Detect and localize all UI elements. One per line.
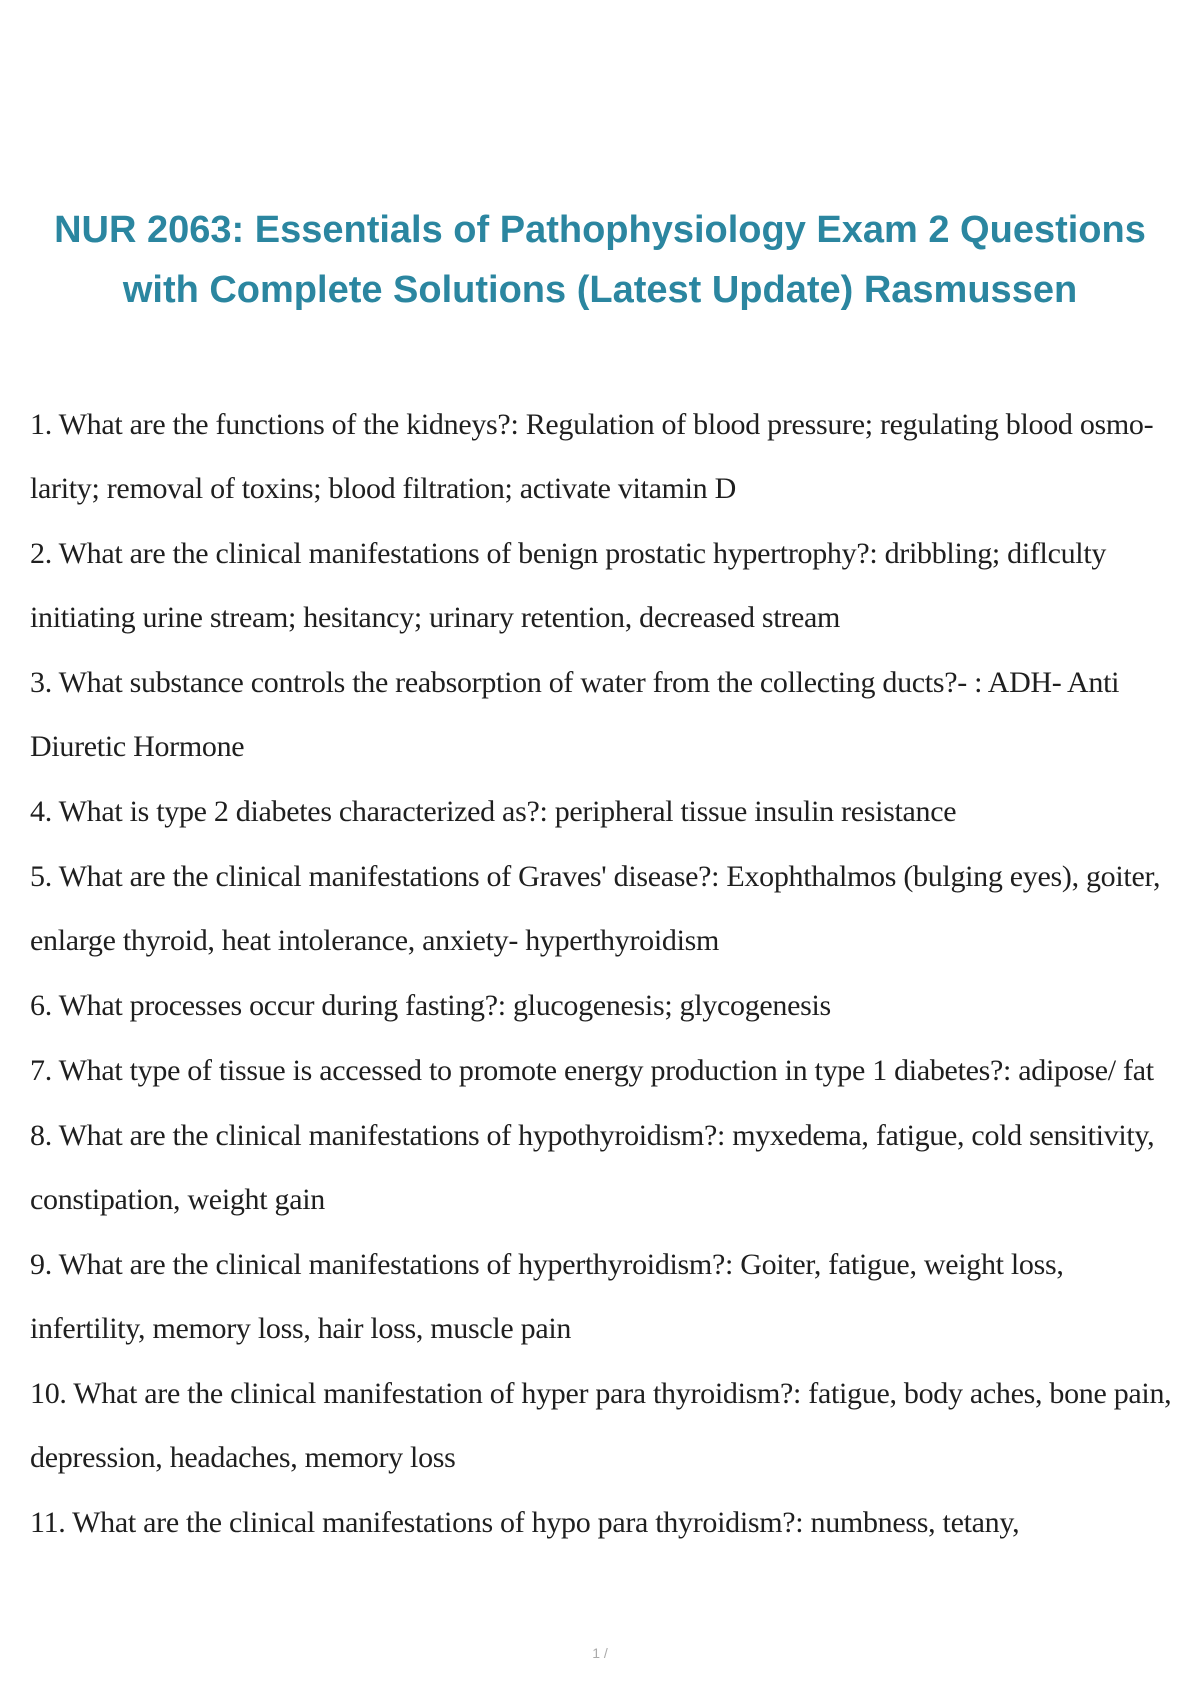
item-number: 4. — [30, 795, 52, 828]
item-answer: peripheral tissue insulin resistance — [554, 795, 957, 828]
item-answer: numbness, tetany, — [810, 1506, 1020, 1539]
item-question: What are the clinical manifestation of hyper para thyroidism?: — [73, 1377, 802, 1410]
item-answer: adipose/ fat — [1018, 1054, 1154, 1087]
item-question: What are the clinical manifestations of hypo para thyroidism?: — [72, 1506, 804, 1539]
item-answer: glucogenesis; glycogenesis — [512, 989, 831, 1022]
item-answer: : ADH- Anti Diuretic Hormone — [30, 666, 1120, 763]
item-answer: dribbling; diflculty initiating urine stream; hesitancy; urinary retention, decreased stream — [30, 537, 1107, 634]
list-item — [30, 393, 1180, 521]
item-question: What are the clinical manifestations of hyperthyroidism?: — [58, 1248, 734, 1281]
item-number: 2. — [30, 537, 52, 570]
item-number: 7. — [30, 1054, 52, 1087]
item-number: 1. — [30, 408, 52, 441]
item-number: 3. — [30, 666, 52, 699]
item-question: What is type 2 diabetes characterized as?: — [58, 795, 548, 828]
list-item — [30, 1104, 1180, 1232]
list-item — [30, 1233, 1180, 1361]
document-title: NUR 2063: Essentials of Pathophysiology Exam 2 Questions with Complete Solutions (Latest Update) Rasmussen — [54, 209, 1146, 311]
list-item — [30, 845, 1180, 973]
list-item — [30, 780, 1180, 844]
item-number: 5. — [30, 860, 52, 893]
list-item — [30, 1491, 1180, 1555]
item-question: What substance controls the reabsorption of water from the collecting ducts?- — [58, 666, 967, 699]
list-item — [30, 651, 1180, 779]
item-number: 11. — [30, 1506, 66, 1539]
item-number: 9. — [30, 1248, 52, 1281]
item-answer: fatigue, body aches, bone pain, depression, headaches, memory loss — [30, 1377, 1172, 1474]
list-item — [30, 522, 1180, 650]
question-list — [30, 393, 1180, 1556]
page-number: 1 / — [592, 1645, 608, 1661]
item-number: 8. — [30, 1119, 52, 1152]
item-question: What type of tissue is accessed to promote energy production in type 1 diabetes?: — [58, 1054, 1012, 1087]
item-answer: Goiter, fatigue, weight loss, infertility, memory loss, hair loss, muscle pain — [30, 1248, 1064, 1345]
item-question: What are the clinical manifestations of benign prostatic hypertrophy?: — [58, 537, 878, 570]
item-number: 10. — [30, 1377, 67, 1410]
list-item — [30, 974, 1180, 1038]
item-answer: myxedema, fatigue, cold sensitivity, constipation, weight gain — [30, 1119, 1155, 1216]
item-question: What processes occur during fasting?: — [58, 989, 506, 1022]
item-answer: Regulation of blood pressure; regulating blood osmo-larity; removal of toxins; blood filtration; activate vitamin D — [30, 408, 1154, 505]
list-item — [30, 1039, 1180, 1103]
list-item — [30, 1362, 1180, 1490]
item-number: 6. — [30, 989, 52, 1022]
item-answer: Exophthalmos (bulging eyes), goiter, enlarge thyroid, heat intolerance, anxiety- hyperthyroidism — [30, 860, 1161, 957]
item-question: What are the clinical manifestations of Graves' disease?: — [58, 860, 720, 893]
item-question: What are the functions of the kidneys?: — [58, 408, 519, 441]
item-question: What are the clinical manifestations of hypothyroidism?: — [58, 1119, 726, 1152]
